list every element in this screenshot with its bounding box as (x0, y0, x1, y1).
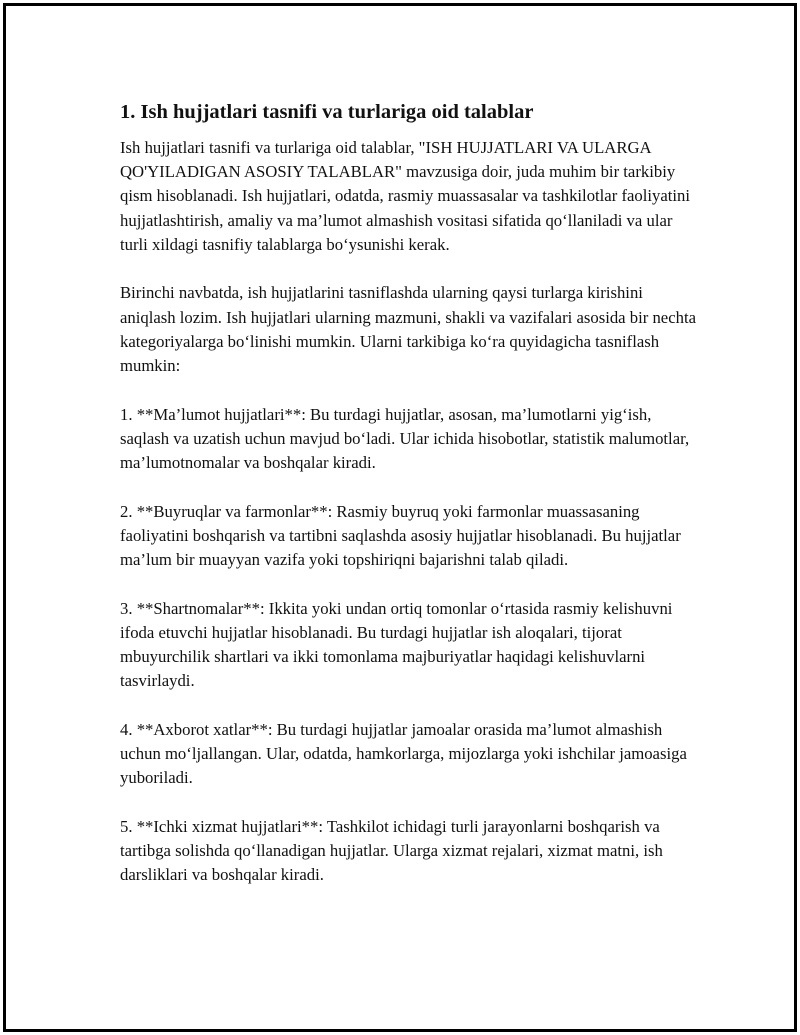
document-title: 1. Ish hujjatlari tasnifi va turlariga oid talablar (120, 101, 534, 123)
paragraph-intro: Ish hujjatlari tasnifi va turlariga oid talablar, "ISH HUJJATLARI VA ULARGA QO'YILADIGAN ASOSIY TALABLAR" mavzusiga doir, juda muhim bir tarkibiy qism hisoblanadi. Ish hujjatlari, odatda, rasmiy muassasalar va tashkilotlar faoliyatini hujjatlashtirish, amaliy va ma’lumot almashish vositasi sifatida qo‘llaniladi va ular turli xildagi tasnifiy talablarga bo‘ysunishi kerak. (120, 138, 691, 254)
list-item-contracts: 3. **Shartnomalar**: Ikkita yoki undan ortiq tomonlar o‘rtasida rasmiy kelishuvni ifoda etuvchi hujjatlar hisoblanadi. Bu turdagi hujjatlar ish aloqalari, tijorat mbuyurchilik shartlari va ikki tomonlama majburiyatlar haqidagi kelishuvlarni tasvirlaydi. (120, 598, 673, 691)
page-frame (3, 3, 797, 1032)
list-item-internal-service-documents: 5. **Ichki xizmat hujjatlari**: Tashkilot ichidagi turli jarayonlarni boshqarish va tartibga solishda qo‘llanadigan hujjatlar. Ularga xizmat rejalari, xizmat matni, ish darsliklari va boshqalar kiradi. (120, 816, 663, 885)
paragraph-classification: Birinchi navbatda, ish hujjatlarini tasniflashda ularning qaysi turlarga kirishini aniqlash lozim. Ish hujjatlari ularning mazmuni, shakli va vazifalari asosida bir nechta kategoriyalarga bo‘linishi mumkin. Ularni tarkibiga ko‘ra quyidagicha tasniflash mumkin: (120, 283, 697, 376)
list-item-orders-decrees: 2. **Buyruqlar va farmonlar**: Rasmiy buyruq yoki farmonlar muassasaning faoliyatini boshqarish va tartibni saqlashda asosiy hujjatlar hisoblanadi. Bu hujjatlar ma’lum bir muayyan vazifa yoki topshiriqni bajarishni talab qiladi. (120, 501, 681, 570)
document-body (120, 99, 700, 912)
list-item-information-letters: 4. **Axborot xatlar**: Bu turdagi hujjatlar jamoalar orasida ma’lumot almashish uchun mo‘ljallangan. Ular, odatda, hamkorlarga, mijozlarga yoki ishchilar jamoasiga yuboriladi. (120, 719, 687, 788)
list-item-information-documents: 1. **Ma’lumot hujjatlari**: Bu turdagi hujjatlar, asosan, ma’lumotlarni yig‘ish, saqlash va uzatish uchun mavjud bo‘ladi. Ular ichida hisobotlar, statistik malumotlar, ma’lumotnomalar va boshqalar kiradi. (120, 404, 690, 473)
